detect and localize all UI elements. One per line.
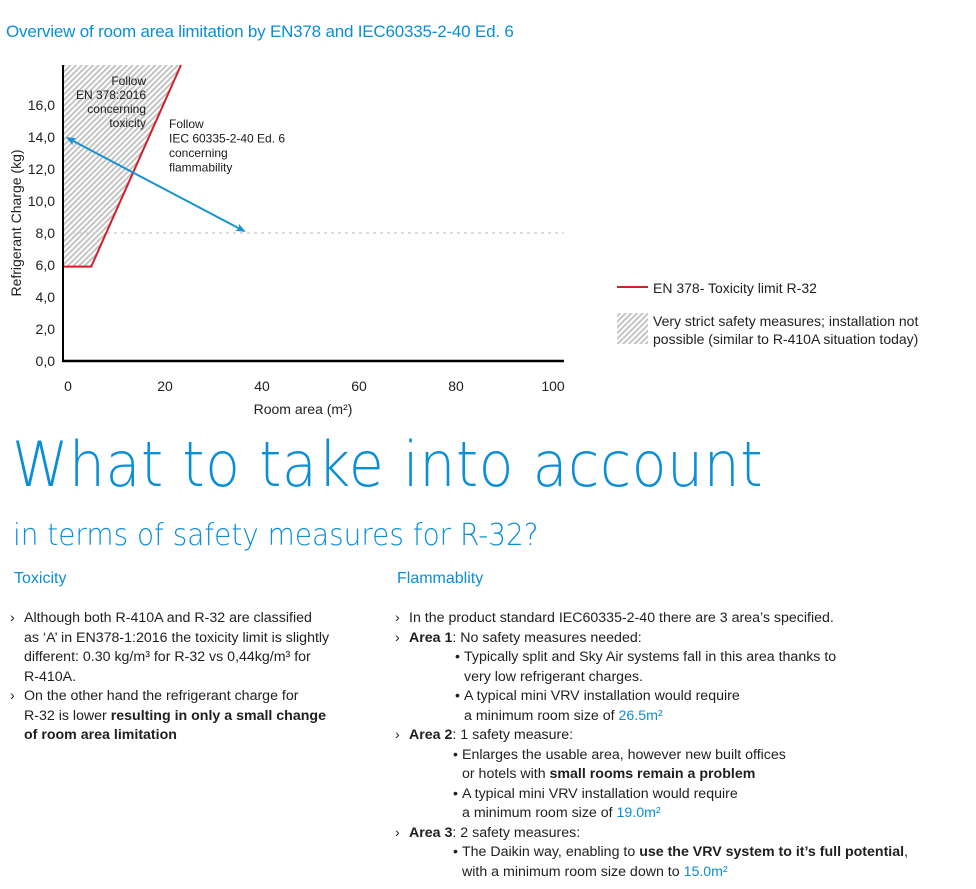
min-room-size-value: 15.0m² bbox=[683, 863, 728, 880]
sub-bullet-dot: • bbox=[453, 746, 458, 763]
bullet-mark: › bbox=[395, 629, 400, 646]
text-line bbox=[464, 707, 965, 727]
annotation-flammability: Follow bbox=[169, 117, 204, 131]
y-tick-label: 16,0 bbox=[27, 97, 55, 113]
area-desc: : No safety measures needed: bbox=[452, 629, 642, 646]
text-line: A typical mini VRV installation would require bbox=[464, 688, 740, 704]
sub-bullet-dot: • bbox=[453, 785, 458, 802]
area-1-sublist bbox=[455, 648, 965, 726]
text-line bbox=[409, 824, 965, 844]
text-normal: a minimum room size of bbox=[464, 707, 619, 724]
sub-item bbox=[453, 785, 965, 824]
text-normal: The Daikin way, enabling to bbox=[462, 844, 640, 860]
x-tick-label: 20 bbox=[157, 378, 173, 394]
text-bold: use the VRV system to it’s full potential bbox=[639, 844, 905, 860]
area-2-sublist bbox=[453, 746, 965, 824]
legend-hatch-line-2: possible (similar to R-410A situation today) bbox=[653, 331, 919, 347]
y-axis-title: Refrigerant Charge (kg) bbox=[8, 149, 24, 297]
x-axis-title: Room area (m²) bbox=[253, 401, 353, 417]
y-tick-label: 6,0 bbox=[35, 257, 55, 273]
bullet-mark: › bbox=[10, 610, 15, 626]
flammability-title: Flammablity bbox=[397, 570, 484, 587]
annotation-flammability: IEC 60335-2-40 Ed. 6 bbox=[169, 131, 286, 146]
x-tick-label: 80 bbox=[448, 378, 464, 394]
annotation-toxicity: concerning bbox=[87, 102, 146, 116]
bullet-mark: › bbox=[395, 610, 400, 626]
text-line: A typical mini VRV installation would require bbox=[462, 785, 738, 802]
x-tick-label: 100 bbox=[541, 378, 565, 394]
text-line: Typically split and Sky Air systems fall in this area thanks to bbox=[464, 649, 837, 665]
annotation-flammability: flammability bbox=[169, 160, 233, 175]
toxicity-list bbox=[10, 609, 380, 746]
x-tick-label: 40 bbox=[254, 378, 270, 394]
text-normal: with a minimum room size down to bbox=[462, 863, 684, 880]
main-heading: What to take into account bbox=[12, 428, 764, 501]
sub-bullet-dot: • bbox=[455, 649, 460, 665]
toxicity-title: Toxicity bbox=[14, 570, 67, 587]
y-tick-label: 4,0 bbox=[35, 289, 55, 305]
area-desc: : 1 safety measure: bbox=[452, 727, 574, 743]
x-tick-label: 60 bbox=[351, 378, 367, 394]
flammability-intro bbox=[395, 609, 965, 629]
text-line bbox=[462, 863, 965, 883]
y-tick-label: 14,0 bbox=[27, 129, 55, 145]
y-tick-label: 10,0 bbox=[27, 193, 55, 209]
area-2-item bbox=[395, 726, 965, 746]
text-line: as ‘A’ in EN378-1:2016 the toxicity limit is slightly bbox=[24, 629, 330, 646]
text-bold: small rooms remain a problem bbox=[549, 766, 756, 782]
legend-label-toxicity-limit: EN 378- Toxicity limit R-32 bbox=[653, 280, 817, 296]
legend-label-hatched-area bbox=[653, 312, 918, 348]
annotation-toxicity: toxicity bbox=[109, 116, 146, 130]
text-normal: , bbox=[904, 844, 909, 860]
text-line bbox=[409, 629, 965, 649]
area-label: Area 3 bbox=[409, 824, 453, 841]
text-line: Enlarges the usable area, however new built offices bbox=[462, 746, 786, 763]
annotation-toxicity: Follow bbox=[111, 74, 146, 88]
sub-bullet-dot: • bbox=[453, 844, 458, 860]
toxicity-item bbox=[10, 687, 380, 746]
text-line: In the product standard IEC60335-2-40 there are 3 area’s specified. bbox=[409, 610, 834, 626]
text-line bbox=[462, 843, 965, 863]
flammability-list bbox=[395, 609, 965, 882]
text-line: different: 0.30 kg/m³ for R-32 vs 0,44kg/m³ for bbox=[24, 649, 311, 665]
min-room-size-value: 19.0m² bbox=[616, 805, 661, 821]
y-tick-label: 12,0 bbox=[27, 161, 55, 177]
text-line: Although both R-410A and R-32 are classified bbox=[24, 610, 312, 626]
bullet-mark: › bbox=[395, 727, 400, 743]
annotation-flammability: concerning bbox=[169, 146, 228, 160]
annotation-toxicity: EN 378:2016 bbox=[75, 88, 146, 102]
sub-heading: in terms of safety measures for R-32? bbox=[13, 518, 539, 553]
area-desc: : 2 safety measures: bbox=[452, 824, 581, 841]
legend-hatch-line-1: Very strict safety measures; installation not bbox=[653, 313, 919, 329]
x-tick-label: 0 bbox=[64, 378, 72, 394]
sub-bullet-dot: • bbox=[455, 688, 460, 704]
min-room-size-value: 26.5m² bbox=[618, 707, 663, 724]
text-line: R-410A. bbox=[24, 668, 77, 685]
sub-item bbox=[453, 843, 965, 882]
text-line bbox=[462, 765, 965, 785]
text-line: On the other hand the refrigerant charge for bbox=[24, 688, 299, 704]
text-normal: a minimum room size of bbox=[462, 805, 617, 821]
sub-item bbox=[455, 648, 965, 687]
sub-item bbox=[453, 746, 965, 785]
y-tick-label: 8,0 bbox=[35, 225, 55, 241]
text-normal: R-32 is lower bbox=[24, 707, 111, 724]
text-line bbox=[24, 726, 380, 746]
area-1-item bbox=[395, 629, 965, 649]
text-bold: resulting in only a small change bbox=[110, 707, 326, 724]
y-tick-label: 2,0 bbox=[35, 321, 55, 337]
room-area-chart bbox=[0, 55, 976, 425]
toxicity-item bbox=[10, 609, 380, 687]
text-line bbox=[409, 726, 965, 746]
text-normal: or hotels with bbox=[462, 766, 550, 782]
y-tick-label: 0,0 bbox=[35, 353, 55, 369]
area-3-sublist bbox=[453, 843, 965, 882]
bullet-mark: › bbox=[395, 824, 400, 841]
text-line bbox=[462, 804, 965, 824]
legend-hatch-swatch bbox=[617, 313, 648, 344]
text-line: very low refrigerant charges. bbox=[464, 668, 643, 685]
sub-item bbox=[455, 687, 965, 726]
bullet-mark: › bbox=[10, 688, 15, 704]
area-3-item bbox=[395, 824, 965, 844]
text-bold: of room area limitation bbox=[24, 727, 177, 743]
overview-title: Overview of room area limitation by EN378 and IEC60335-2-40 Ed. 6 bbox=[6, 22, 514, 41]
area-label: Area 2 bbox=[409, 727, 453, 743]
area-label: Area 1 bbox=[409, 629, 453, 646]
text-line bbox=[24, 707, 380, 727]
